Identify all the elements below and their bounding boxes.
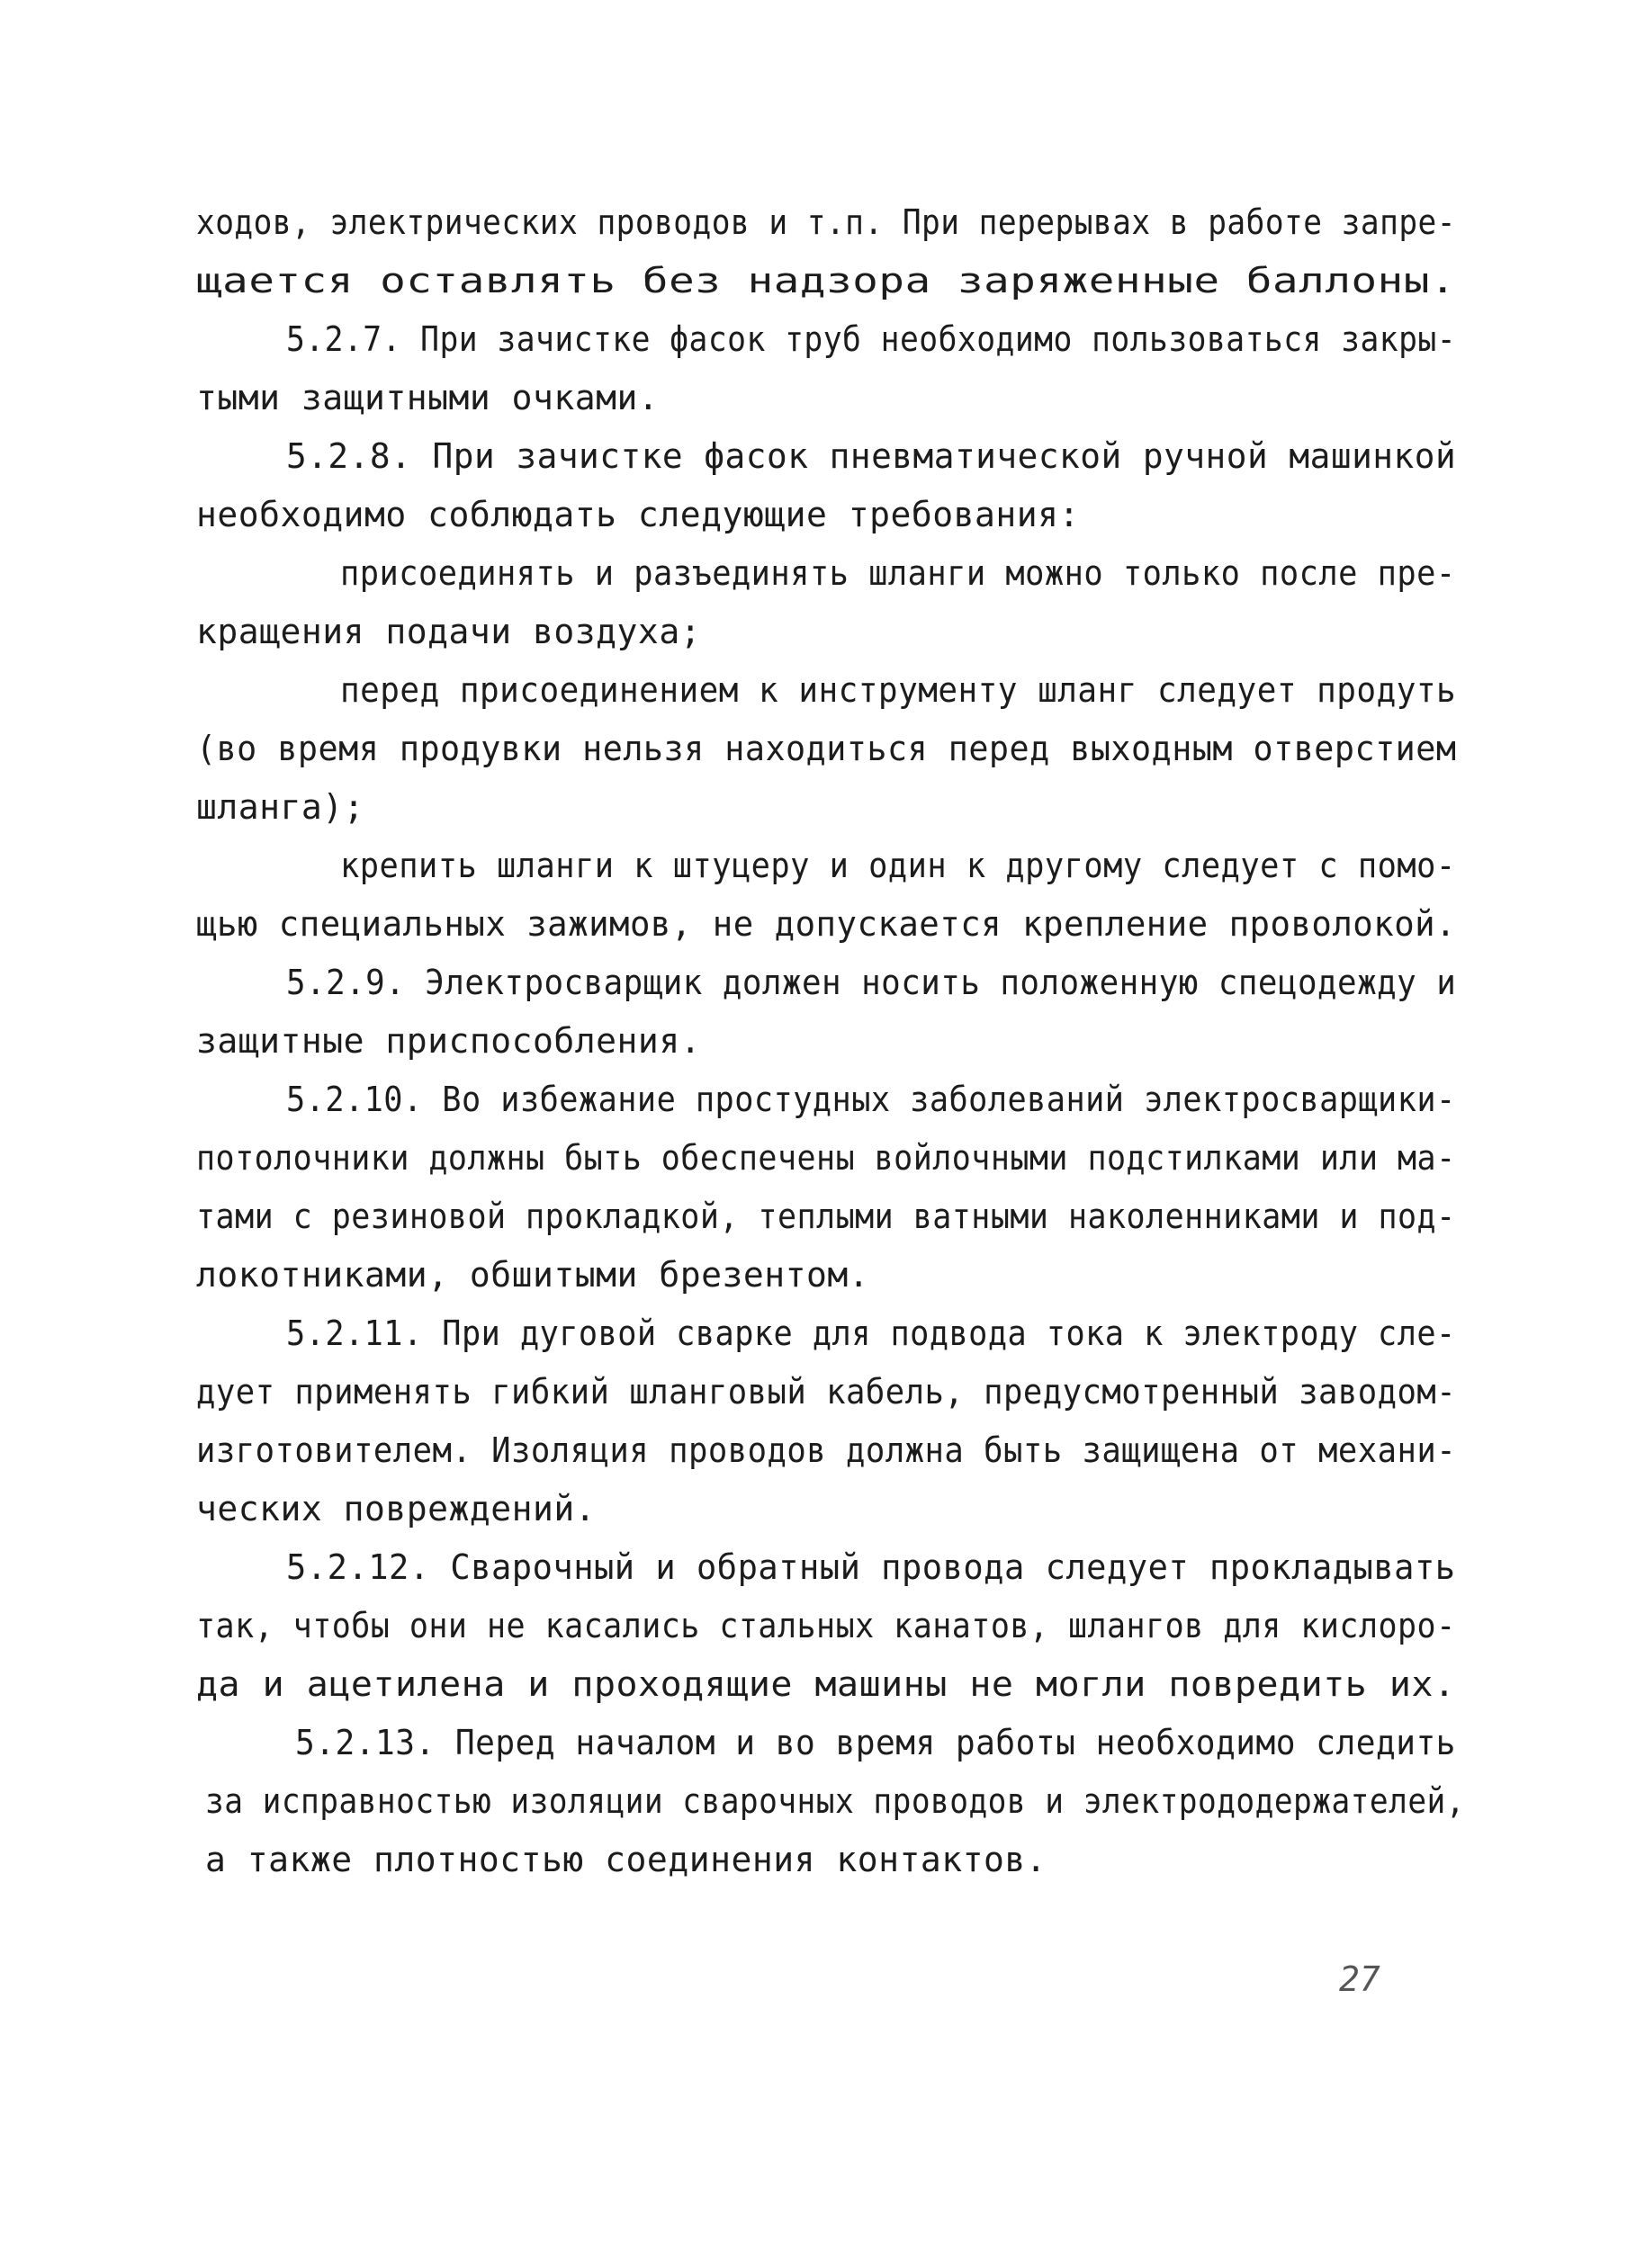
page-number: 27 [1339, 1959, 1380, 1999]
text-line: локотниками, обшитыми брезентом. [196, 1255, 870, 1295]
text-line: 5.2.8. При зачистке фасок пневматической ручной машинкой [286, 436, 1457, 476]
text-line: ходов, электрических проводов и т.п. При перерывах в работе запре- [196, 202, 1456, 242]
text-line: 5.2.10. Во избежание простудных заболеваний электросварщики- [286, 1080, 1456, 1119]
text-line: 5.2.12. Сварочный и обратный провода следует прокладывать [286, 1547, 1456, 1587]
text-line: да и ацетилена и проходящие машины не могли повредить их. [196, 1664, 1456, 1704]
text-line: щается оставлять без надзора заряженные баллоны. [196, 261, 1457, 300]
text-line: 5.2.13. Перед началом и во время работы необходимо следить [295, 1723, 1456, 1762]
text-line: крепить шланги к штуцеру и один к другому следует с помо- [340, 846, 1456, 885]
text-line: (во время продувки нельзя находиться перед выходным отверстием [196, 729, 1457, 768]
text-line: шланга); [196, 787, 365, 827]
text-line: за исправностью изоляции сварочных проводов и электрододержателей, [205, 1781, 1465, 1821]
text-line: тыми защитными очками. [196, 378, 660, 417]
text-line: щью специальных зажимов, не допускается крепление проволокой. [196, 904, 1457, 944]
text-line: изготовителем. Изоляция проводов должна быть защищена от механи- [196, 1430, 1457, 1470]
text-line: 5.2.7. При зачистке фасок труб необходимо пользоваться закры- [286, 319, 1457, 359]
text-line: перед присоединением к инструменту шланг следует продуть [340, 670, 1457, 710]
text-line: ческих повреждений. [196, 1489, 597, 1528]
text-line: 5.2.11. При дуговой сварке для подвода тока к электроду сле- [286, 1313, 1456, 1353]
text-line: так, чтобы они не касались стальных канатов, шлангов для кислоро- [196, 1606, 1456, 1645]
text-line: 5.2.9. Электросварщик должен носить положенную спецодежду и [286, 963, 1457, 1002]
text-line: дует применять гибкий шланговый кабель, предусмотренный заводом- [196, 1372, 1457, 1412]
text-line: присоединять и разъединять шланги можно только после пре- [340, 553, 1456, 593]
text-line: необходимо соблюдать следующие требования: [196, 495, 1080, 534]
text-line: защитные приспособления. [196, 1021, 702, 1061]
text-line: а также плотностью соединения контактов. [205, 1840, 1047, 1879]
text-line: тами с резиновой прокладкой, теплыми ватными наколенниками и под- [196, 1197, 1456, 1236]
text-line: кращения подачи воздуха; [196, 612, 702, 651]
text-line: потолочники должны быть обеспечены войлочными подстилками или ма- [196, 1138, 1456, 1178]
